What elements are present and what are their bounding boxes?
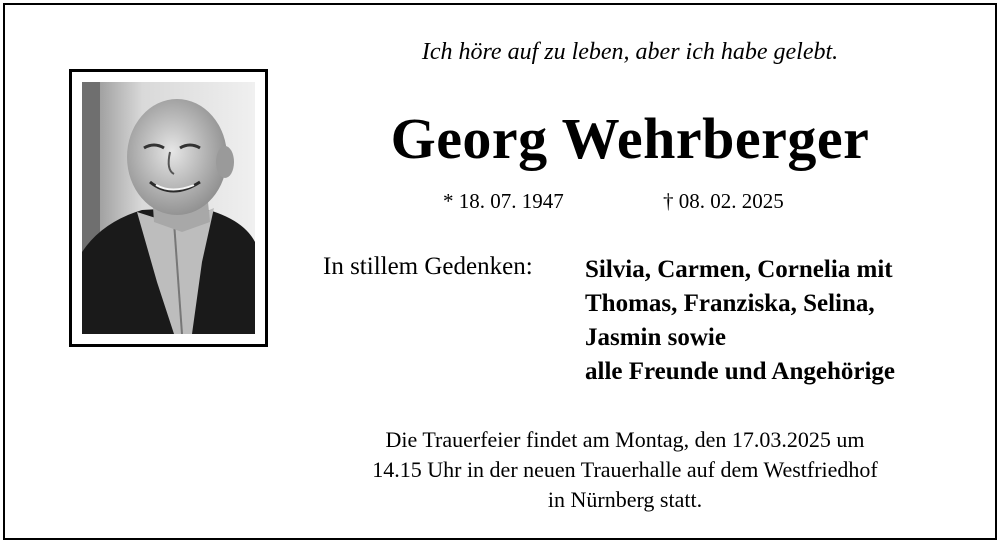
mourners-line: Jasmin sowie (585, 324, 726, 351)
obituary-notice (3, 3, 997, 540)
mourners-line: Thomas, Franziska, Selina, (585, 290, 875, 317)
portrait-image (82, 82, 255, 334)
mourners-list (585, 253, 895, 389)
ceremony-line: in Nürnberg statt. (547, 487, 703, 512)
motto-quote: Ich höre auf zu leben, aber ich habe gelebt. (421, 39, 839, 65)
memory-label: In stillem Gedenken: (323, 253, 533, 280)
ceremony-line: Die Trauerfeier findet am Montag, den 17.03.2025 um (385, 427, 865, 452)
mourners-line: alle Freunde und Angehörige (585, 358, 895, 385)
death-date: † 08. 02. 2025 (663, 189, 784, 213)
birth-date: * 18. 07. 1947 (443, 189, 564, 213)
deceased-name: Georg Wehrberger (390, 106, 870, 171)
ceremony-line: 14.15 Uhr in der neuen Trauerhalle auf dem Westfriedhof (372, 457, 878, 482)
portrait-photo (82, 82, 255, 334)
mourners-line: Silvia, Carmen, Cornelia mit (585, 256, 893, 283)
portrait-frame (69, 69, 268, 347)
ceremony-info (305, 425, 945, 515)
